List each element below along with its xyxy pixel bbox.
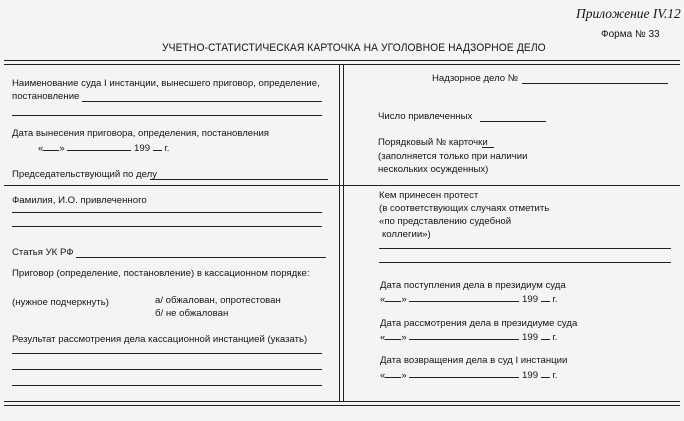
convict-name-line-2[interactable] [12, 226, 322, 227]
cassation-result-line-2[interactable] [12, 369, 322, 370]
persons-count-label: Число привлеченных [378, 111, 473, 122]
appendix-label: Приложение IV.12 [576, 6, 681, 21]
court-name-label: Наименование суда I инстанции, вынесшего приговор, определение, [12, 78, 320, 89]
page-title: УЧЕТНО-СТАТИСТИЧЕСКАЯ КАРТОЧКА НА УГОЛОВНОЕ НАДЗОРНОЕ ДЕЛО [162, 42, 546, 54]
card-number-label: Порядковый № карточки [378, 137, 488, 148]
persons-count-line[interactable] [480, 121, 546, 122]
protest-note-1: (в соответствующих случаях отметить [379, 203, 550, 214]
presiding-judge-label: Председательствующий по делу [12, 169, 158, 180]
convict-name-label: Фамилия, И.О. привлеченного [12, 195, 147, 206]
card-number-note: (заполняется только при наличии [378, 151, 528, 162]
cassation-result-line-1[interactable] [12, 353, 322, 354]
protest-line-1[interactable] [379, 248, 671, 249]
verdict-date-label: Дата вынесения приговора, определения, постановления [12, 128, 269, 139]
case-number-line[interactable] [522, 83, 668, 84]
cassation-result-label: Результат рассмотрения дела кассационной инстанцией (указать) [12, 334, 308, 345]
court-name-line[interactable] [82, 101, 322, 102]
article-line[interactable] [76, 257, 326, 258]
protest-line-2[interactable] [379, 262, 671, 263]
option-not-appealed[interactable]: б/ не обжалован [155, 308, 229, 319]
protest-label: Кем принесен протест [379, 190, 479, 201]
card-number-note-cont: нескольких осужденных) [378, 164, 489, 175]
option-appealed[interactable]: а/ обжалован, опротестован [155, 295, 281, 306]
return-date-label: Дата возвращения дела в суд I инстанции [380, 355, 568, 366]
return-date[interactable]: « » 199 г. [380, 370, 558, 381]
underline-note: (нужное подчеркнуть) [12, 297, 109, 308]
center-divider [339, 64, 344, 401]
presidium-review-date[interactable]: « » 199 г. [380, 332, 558, 343]
cassation-label: Приговор (определение, постановление) в кассационном порядке: [12, 268, 310, 279]
court-name-label-cont: постановление [12, 91, 80, 102]
verdict-date-field[interactable]: « » 199 г. [38, 143, 170, 154]
presiding-judge-line[interactable] [150, 179, 328, 180]
card-number-line[interactable] [482, 147, 494, 148]
protest-note-3: коллегии») [382, 229, 431, 240]
form-number: Форма № 33 [601, 29, 660, 40]
middle-rule [4, 185, 680, 186]
convict-name-line-1[interactable] [12, 212, 322, 213]
bottom-border [4, 401, 680, 406]
court-name-line-2[interactable] [12, 115, 322, 116]
case-number-label: Надзорное дело № [432, 73, 519, 84]
cassation-result-line-3[interactable] [12, 385, 322, 386]
article-label: Статья УК РФ [12, 247, 74, 258]
presidium-received-date[interactable]: « » 199 г. [380, 294, 558, 305]
presidium-review-label: Дата рассмотрения дела в президиуме суда [380, 318, 578, 329]
protest-note-2: «по представлению судебной [379, 216, 512, 227]
presidium-received-label: Дата поступления дела в президиум суда [380, 280, 566, 291]
